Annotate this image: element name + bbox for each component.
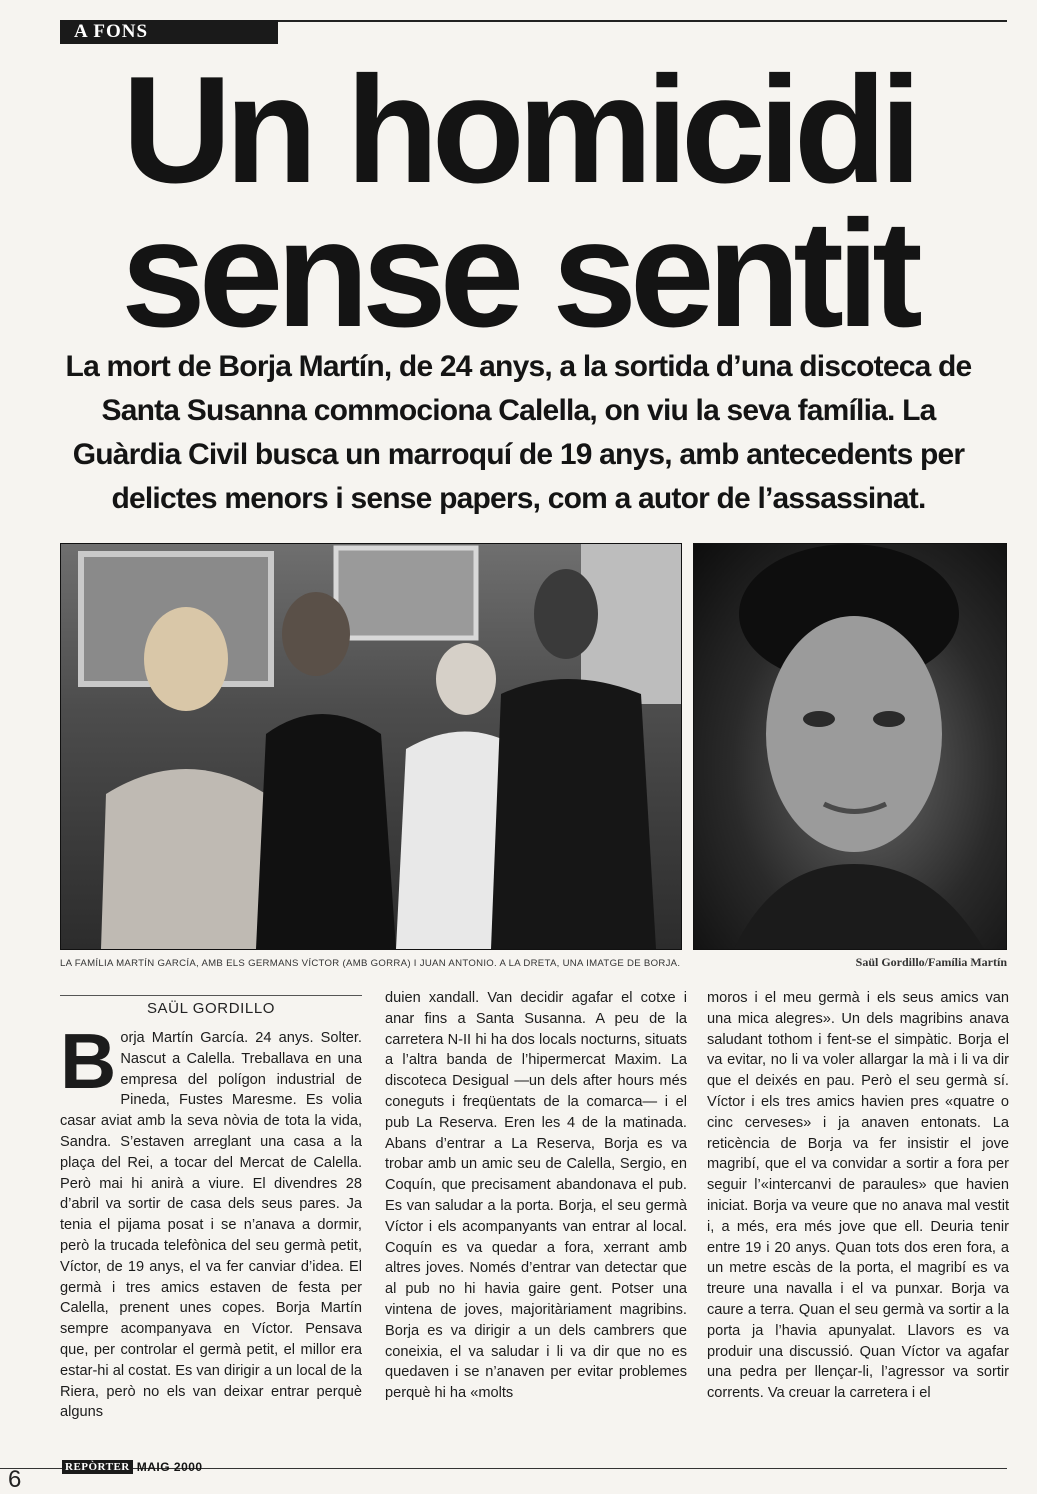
portrait-photo-illustration — [694, 544, 1006, 949]
section-tag: A FONS — [60, 20, 278, 44]
portrait-photo — [693, 543, 1007, 950]
magazine-logo: REPÒRTER — [62, 1460, 133, 1474]
headline-line-1: Un homicidi — [122, 45, 915, 215]
deck-subtitle: La mort de Borja Martín, de 24 anys, a la sortida d’una discoteca de Santa Susanna commociona Calella, on viu la seva família. La Guàrdia Civil busca un marroquí de 19 anys, amb antecedents per delictes menors i sense papers, com a autor de l’assassinat. — [65, 350, 972, 515]
headline — [0, 45, 1037, 359]
byline: SAÜL GORDILLO — [146, 1000, 276, 1017]
article-column-2: duien xandall. Van decidir agafar el cotxe i anar fins a Santa Susanna. A peu de la carretera N-II hi ha dos locals nocturns, situats a l’altra banda de l’hipermercat Maxim. La discoteca Desigual —un dels after hours més coneguts i freqüentats de la comarca— i el pub La Reserva. Eren les 4 de la matinada. Abans d’entrar a La Reserva, Borja es va trobar amb un amic seu de Calella, Sergio, en Coquín, que precisament abandonava el pub. Es van saludar a la porta. Borja, el seu germà Víctor i els acompanyants van entrar al local. Coquín es va quedar a fora, xerrant amb altres joves. Només d’entrar van detectar que al pub no hi havia gaire gent. Potser una vintena de joves, majoritàriament magribins. Borja es va dirigir a un dels cambrers que coneixia, el va saludar i li va dir que no es quedaven i se n’anaven per evitar problemes perquè hi ha «molts — [385, 990, 687, 1402]
article-column-1-text: orja Martín García. 24 anys. Solter. Nascut a Calella. Treballava en una empresa del polígon industrial de Pineda, Fustes Maresme. Es volia casar aviat amb la seva nòvia de tota la vida, Sandra. S’estaven arreglant una casa a la plaça del Rei, a tocar del Mercat de Calella. Però mai hi anirà a viure. El divendres 28 d’abril va sortir de casa dels seus pares. Ja tenia el pijama posat i se n’anava a dormir, però la trucada telefònica del seu germà petit, Víctor, de 19 anys, el va fer canviar d’idea. El germà i tres amics estaven de festa per Calella, prenent unes copes. Borja Martín sempre acompanyava en Víctor. Pensava que, per controlar el germà petit, el millor era estar-hi al costat. Es van dirigir a un local de la Riera, però no els van deixar entrar perquè alguns — [60, 1030, 362, 1421]
article-column-3: moros i el meu germà i els seus amics van una mica alegres». Un dels magribins anava saludant tothom i fent-se el simpàtic. Borja el va evitar, no li va voler allargar la mà i li va dir que el deixés en pau. Però el seu germà sí. Víctor i els tres amics havien pres «quatre o cinc cerveses» i ja anaven entonats. La reticència de Borja va fer insistir el jove magribí, que el va convidar a sortir a fora per seguir l’«intercanvi de paraules» que havien iniciat. Borja va veure que no anava mal vestit i, a més, era més jove que ell. Deuria tenir entre 19 i 20 anys. Quan tots dos eren fora, a un metre escàs de la porta, el magribí es va treure una navalla i el va punxar. Borja va caure a terra. Quan el seu germà va sortir a la porta ja l’havia apunyalat. Llavors es va produir una discussió. Quan Víctor va agafar una pedra per llençar-li, l’agressor va sortir corrents. Va creuar la carretera i el — [707, 990, 1009, 1402]
headline-line-2: sense sentit — [121, 189, 916, 359]
article-column-1 — [60, 1028, 362, 1425]
page-number: 6 — [8, 1466, 22, 1493]
drop-cap: B — [60, 1028, 117, 1105]
photo-caption: LA FAMÍLIA MARTÍN GARCÍA, AMB ELS GERMANS VÍCTOR (AMB GORRA) I JUAN ANTONIO. A LA DRETA, UNA IMATGE DE BORJA. — [60, 958, 681, 969]
issue-date: MAIG 2000 — [136, 1460, 203, 1474]
top-rule — [278, 20, 1007, 22]
photo-credit: Saül Gordillo/Família Martín — [855, 955, 1007, 969]
family-photo — [60, 543, 682, 950]
byline-rule — [60, 995, 362, 996]
folio — [62, 1460, 203, 1474]
family-photo-illustration — [61, 544, 681, 949]
